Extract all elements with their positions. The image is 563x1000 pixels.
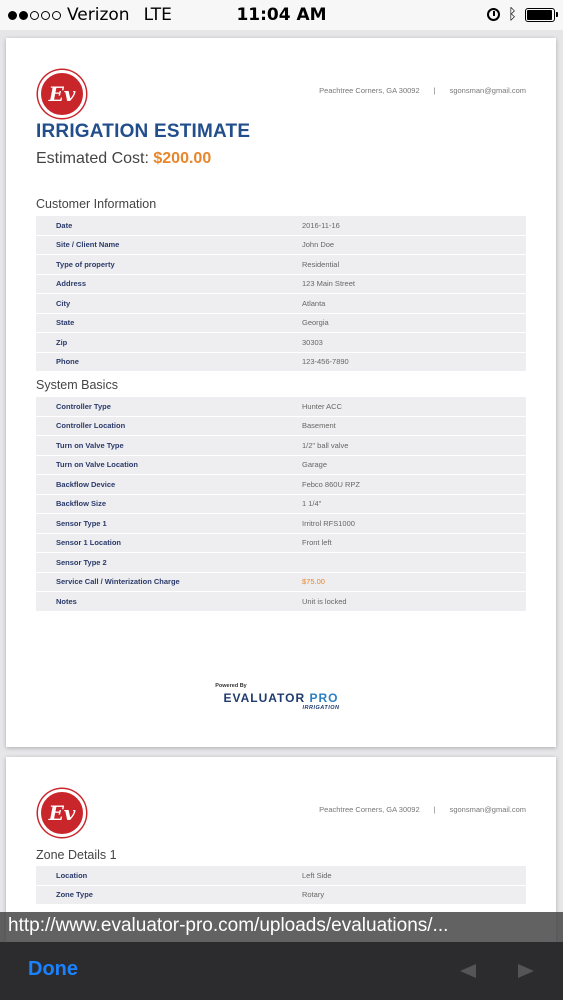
company-address: Peachtree Corners, GA 30092 [319, 86, 420, 95]
row-label: Controller Type [56, 401, 111, 411]
row-value: Atlanta [302, 298, 326, 308]
table-row [36, 592, 526, 612]
row-value: Left Side [302, 870, 332, 880]
powered-by-logo [6, 683, 556, 711]
carrier-name: Verizon [67, 5, 130, 25]
battery-level [527, 10, 552, 20]
brand-name [6, 691, 556, 705]
table-row [36, 294, 526, 314]
brand-sub: IRRIGATION [302, 705, 340, 711]
row-value: Residential [302, 259, 340, 269]
table-row [36, 417, 526, 437]
table-row [36, 236, 526, 256]
back-arrow-icon[interactable] [460, 964, 476, 978]
status-bar [0, 0, 563, 30]
customer-info-table [36, 216, 526, 372]
row-value: Basement [302, 421, 336, 431]
table-row [36, 255, 526, 275]
row-label: Zone Type [56, 890, 93, 900]
table-row [36, 475, 526, 495]
company-address: Peachtree Corners, GA 30092 [319, 805, 420, 814]
estimated-cost [36, 150, 211, 168]
estimated-cost-value: $200.00 [153, 150, 212, 167]
row-value: John Doe [302, 240, 335, 250]
table-row [36, 314, 526, 334]
row-value: Garage [302, 460, 328, 470]
section-system-basics: System Basics [36, 378, 118, 392]
status-time: 11:04 AM [236, 5, 327, 25]
company-email[interactable]: sgonsman@gmail.com [449, 805, 526, 814]
bluetooth-icon: ᛒ [507, 5, 517, 23]
zone-details-table [36, 866, 526, 905]
table-row [36, 495, 526, 515]
row-value: Rotary [302, 890, 325, 900]
row-label: Backflow Size [56, 499, 107, 509]
network-type: LTE [143, 5, 172, 25]
row-value: 123-456-7890 [302, 357, 349, 367]
row-label: Site / Client Name [56, 240, 120, 250]
section-zone-details: Zone Details 1 [36, 848, 117, 862]
row-label: Sensor 1 Location [56, 538, 122, 548]
row-label: Sensor Type 1 [56, 518, 107, 528]
status-right [487, 7, 555, 22]
contact-info [319, 86, 526, 95]
row-label: Address [56, 279, 87, 289]
row-label: Turn on Valve Location [56, 460, 138, 470]
row-value: Irritrol RFS1000 [302, 518, 355, 528]
forward-arrow-icon[interactable] [518, 964, 534, 978]
row-label: Controller Location [56, 421, 126, 431]
row-label: Turn on Valve Type [56, 440, 124, 450]
battery-icon [525, 8, 555, 22]
row-value: 1/2" ball valve [302, 440, 349, 450]
row-value: 2016-11-16 [302, 220, 340, 230]
company-logo: Ev [38, 70, 86, 118]
row-label: Type of property [56, 259, 115, 269]
table-row [36, 216, 526, 236]
row-value: Georgia [302, 318, 329, 328]
row-label: Zip [56, 337, 68, 347]
brand-pro: PRO [309, 691, 339, 705]
row-value: Hunter ACC [302, 401, 343, 411]
contact-info [319, 805, 526, 814]
estimated-cost-label: Estimated Cost: [36, 150, 154, 167]
row-label: Date [56, 220, 73, 230]
table-row [36, 886, 526, 906]
table-row [36, 436, 526, 456]
row-value: Unit is locked [302, 596, 347, 606]
alarm-icon [487, 8, 500, 21]
row-value: 1 1/4" [302, 499, 322, 509]
table-row [36, 275, 526, 295]
brand-main: EVALUATOR [223, 691, 306, 705]
table-row [36, 534, 526, 554]
table-row [36, 353, 526, 373]
done-button[interactable]: Done [28, 958, 78, 980]
powered-by-label: Powered By [215, 683, 247, 689]
system-basics-table [36, 397, 526, 612]
contact-separator: | [433, 86, 436, 95]
row-label: Sensor Type 2 [56, 557, 107, 567]
bottom-toolbar [0, 942, 563, 1000]
table-row [36, 573, 526, 593]
row-label: Notes [56, 596, 77, 606]
table-row [36, 397, 526, 417]
row-value: 123 Main Street [302, 279, 355, 289]
company-email[interactable]: sgonsman@gmail.com [449, 86, 526, 95]
row-label: City [56, 298, 71, 308]
section-customer-information: Customer Information [36, 197, 157, 211]
row-value: Febco 860U RPZ [302, 479, 360, 489]
table-row [36, 866, 526, 886]
row-label: Location [56, 870, 88, 880]
url-bar[interactable]: http://www.evaluator-pro.com/uploads/evaluations/... [0, 912, 563, 942]
row-value: Front left [302, 538, 332, 548]
row-value: $75.00 [302, 577, 325, 587]
row-label: State [56, 318, 75, 328]
table-row [36, 333, 526, 353]
page-title: IRRIGATION ESTIMATE [36, 121, 251, 142]
row-label: Phone [56, 357, 79, 367]
table-row [36, 456, 526, 476]
row-label: Service Call / Winterization Charge [56, 577, 180, 587]
company-logo: Ev [38, 789, 86, 837]
row-value: 30303 [302, 337, 323, 347]
contact-separator: | [433, 805, 436, 814]
table-row [36, 514, 526, 534]
estimate-page-1 [6, 38, 556, 747]
table-row [36, 553, 526, 573]
row-label: Backflow Device [56, 479, 116, 489]
